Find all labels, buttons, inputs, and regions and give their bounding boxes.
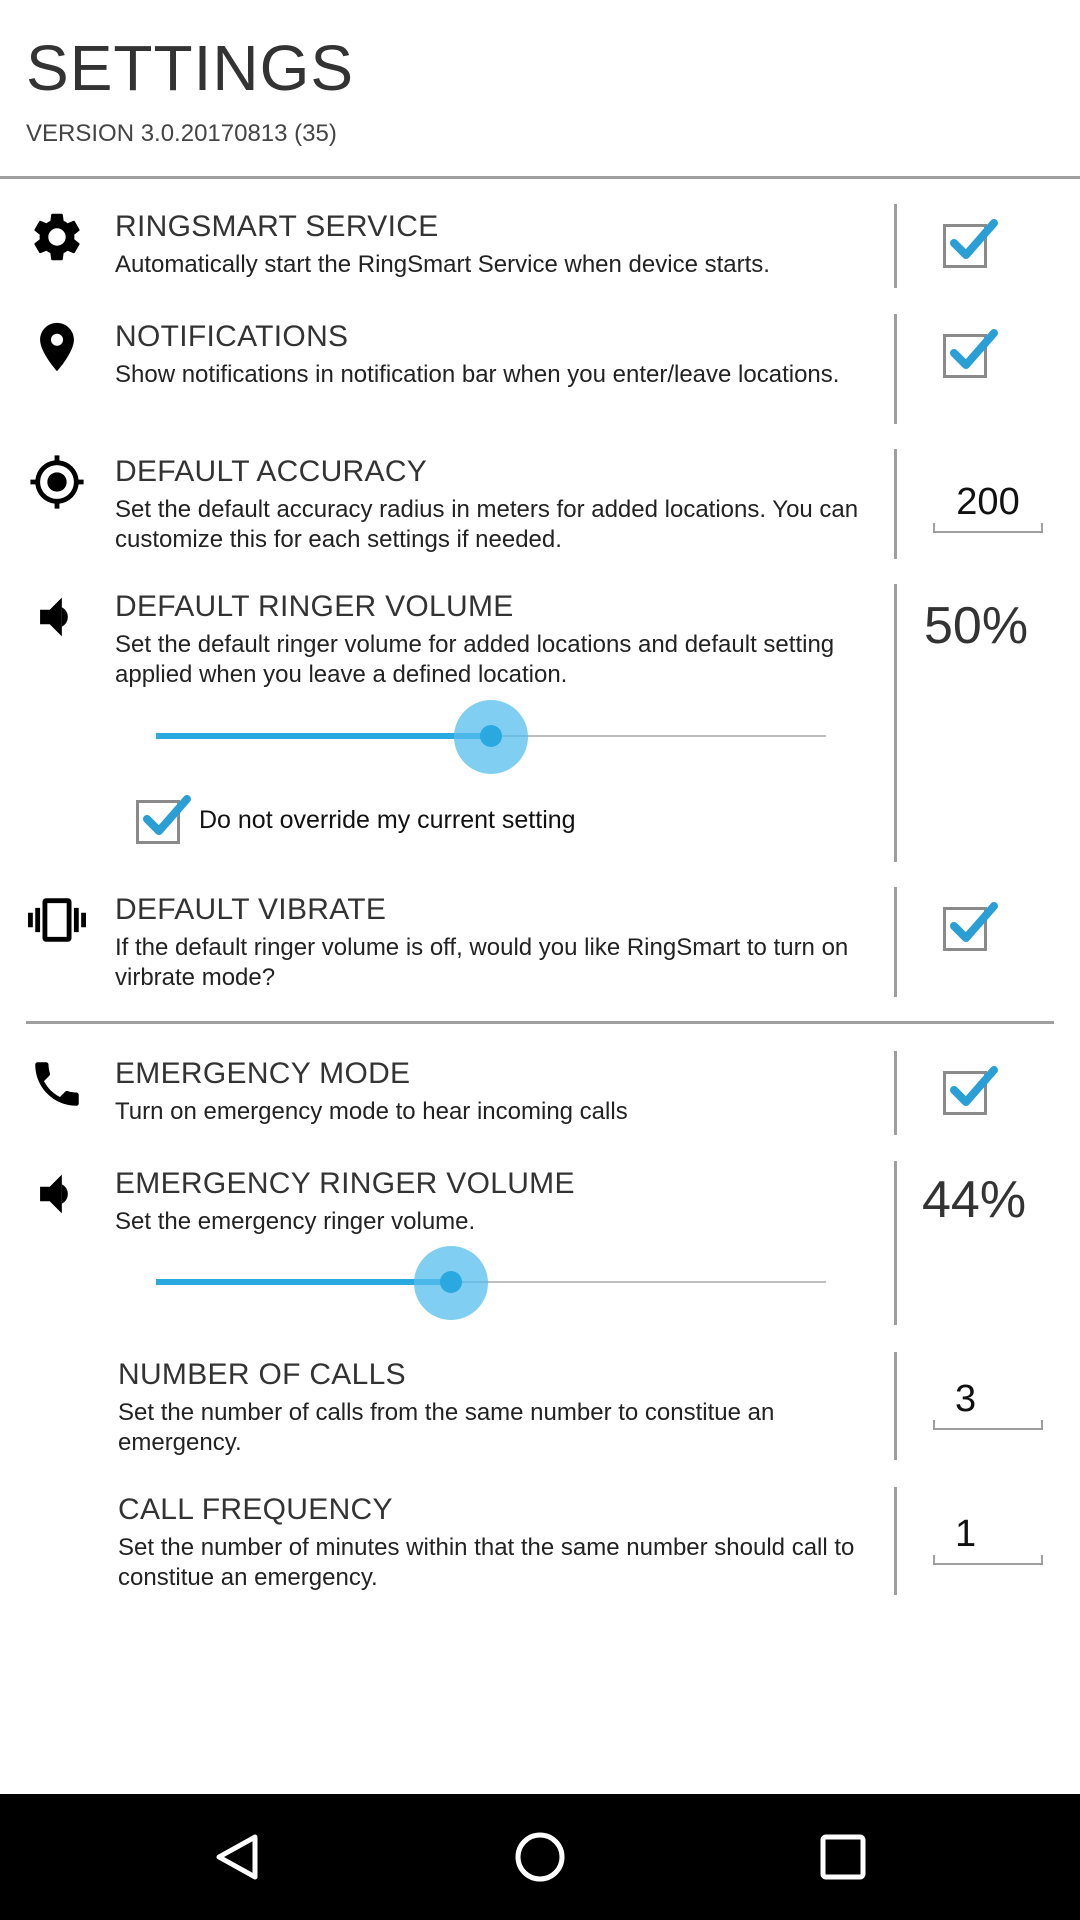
back-icon[interactable] bbox=[204, 1824, 270, 1890]
setting-title: RINGSMART SERVICE bbox=[115, 210, 439, 243]
setting-description: Show notifications in notification bar when you enter/leave locations. bbox=[115, 361, 840, 388]
emergency-volume-percent: 44% bbox=[922, 1171, 1027, 1229]
setting-ringsmart-service[interactable] bbox=[0, 204, 1080, 294]
checkmark-icon bbox=[139, 789, 193, 843]
gear-icon bbox=[24, 204, 90, 270]
setting-default-accuracy[interactable] bbox=[0, 449, 1080, 559]
checkmark-icon bbox=[946, 213, 1000, 267]
setting-call-frequency[interactable] bbox=[0, 1487, 1080, 1597]
input-underline bbox=[933, 1555, 1043, 1565]
gps-target-icon bbox=[24, 449, 90, 515]
row-divider bbox=[894, 1487, 897, 1595]
speaker-icon bbox=[24, 1161, 90, 1227]
setting-title: EMERGENCY MODE bbox=[115, 1057, 411, 1090]
version-label: VERSION 3.0.20170813 (35) bbox=[26, 120, 337, 147]
setting-description: Set the number of minutes within that the same number should call to constitue an emergency. bbox=[118, 1534, 855, 1591]
setting-title: CALL FREQUENCY bbox=[118, 1493, 393, 1526]
speaker-icon bbox=[24, 584, 90, 650]
slider-fill bbox=[156, 1279, 451, 1285]
row-divider bbox=[894, 449, 897, 559]
header-divider bbox=[0, 176, 1080, 179]
call-frequency-value: 1 bbox=[955, 1513, 977, 1555]
slider-fill bbox=[156, 733, 491, 739]
slider-thumb[interactable] bbox=[440, 1271, 462, 1293]
checkmark-icon bbox=[946, 896, 1000, 950]
vibrate-icon bbox=[24, 887, 90, 953]
phone-icon bbox=[24, 1051, 90, 1117]
row-divider bbox=[894, 1161, 897, 1325]
do-not-override-label[interactable]: Do not override my current setting bbox=[199, 806, 576, 834]
system-navigation-bar bbox=[0, 1794, 1080, 1920]
setting-title: DEFAULT RINGER VOLUME bbox=[115, 590, 514, 623]
number-of-calls-input[interactable] bbox=[933, 1370, 1043, 1430]
location-pin-icon bbox=[24, 314, 90, 380]
slider-thumb[interactable] bbox=[480, 725, 502, 747]
setting-title: NOTIFICATIONS bbox=[115, 320, 349, 353]
default-ringer-volume-slider[interactable] bbox=[156, 696, 826, 776]
row-divider bbox=[894, 204, 897, 288]
notifications-checkbox[interactable] bbox=[943, 334, 987, 378]
setting-title: DEFAULT VIBRATE bbox=[115, 893, 387, 926]
call-frequency-input[interactable] bbox=[933, 1505, 1043, 1565]
setting-description: Set the number of calls from the same number to constitue an emergency. bbox=[118, 1399, 775, 1456]
setting-notifications[interactable] bbox=[0, 314, 1080, 424]
section-divider bbox=[26, 1021, 1054, 1024]
do-not-override-checkbox[interactable] bbox=[136, 800, 180, 844]
ringsmart-service-checkbox[interactable] bbox=[943, 224, 987, 268]
emergency-mode-checkbox[interactable] bbox=[943, 1071, 987, 1115]
input-underline bbox=[933, 523, 1043, 533]
row-divider bbox=[894, 584, 897, 862]
emergency-ringer-volume-slider[interactable] bbox=[156, 1242, 826, 1322]
setting-description: Set the default ringer volume for added locations and default setting applied when you leave a defined location. bbox=[115, 631, 835, 688]
settings-header bbox=[0, 0, 1080, 178]
setting-title: NUMBER OF CALLS bbox=[118, 1358, 406, 1391]
setting-description: Set the default accuracy radius in meters for added locations. You can customize this for each settings if needed. bbox=[115, 496, 859, 553]
setting-description: If the default ringer volume is off, would you like RingSmart to turn on virbrate mode? bbox=[115, 934, 849, 991]
setting-title: DEFAULT ACCURACY bbox=[115, 455, 428, 488]
row-divider bbox=[894, 887, 897, 997]
setting-default-ringer-volume bbox=[0, 584, 1080, 864]
setting-title: EMERGENCY RINGER VOLUME bbox=[115, 1167, 575, 1200]
setting-description: Turn on emergency mode to hear incoming calls bbox=[115, 1098, 628, 1125]
setting-default-vibrate[interactable] bbox=[0, 887, 1080, 997]
checkmark-icon bbox=[946, 323, 1000, 377]
row-divider bbox=[894, 1051, 897, 1135]
row-divider bbox=[894, 1352, 897, 1460]
setting-description: Set the emergency ringer volume. bbox=[115, 1208, 476, 1235]
setting-emergency-ringer-volume bbox=[0, 1161, 1080, 1325]
default-accuracy-input[interactable] bbox=[933, 473, 1043, 533]
setting-description: Automatically start the RingSmart Service when device starts. bbox=[115, 251, 770, 278]
setting-number-of-calls[interactable] bbox=[0, 1352, 1080, 1462]
default-accuracy-value: 200 bbox=[956, 481, 1020, 523]
input-underline bbox=[933, 1420, 1043, 1430]
checkmark-icon bbox=[946, 1060, 1000, 1114]
home-icon[interactable] bbox=[507, 1824, 573, 1890]
ringer-volume-percent: 50% bbox=[924, 597, 1029, 655]
default-vibrate-checkbox[interactable] bbox=[943, 907, 987, 951]
setting-emergency-mode[interactable] bbox=[0, 1051, 1080, 1137]
recents-icon[interactable] bbox=[810, 1824, 876, 1890]
page-title: SETTINGS bbox=[26, 32, 355, 104]
row-divider bbox=[894, 314, 897, 424]
number-of-calls-value: 3 bbox=[955, 1378, 977, 1420]
